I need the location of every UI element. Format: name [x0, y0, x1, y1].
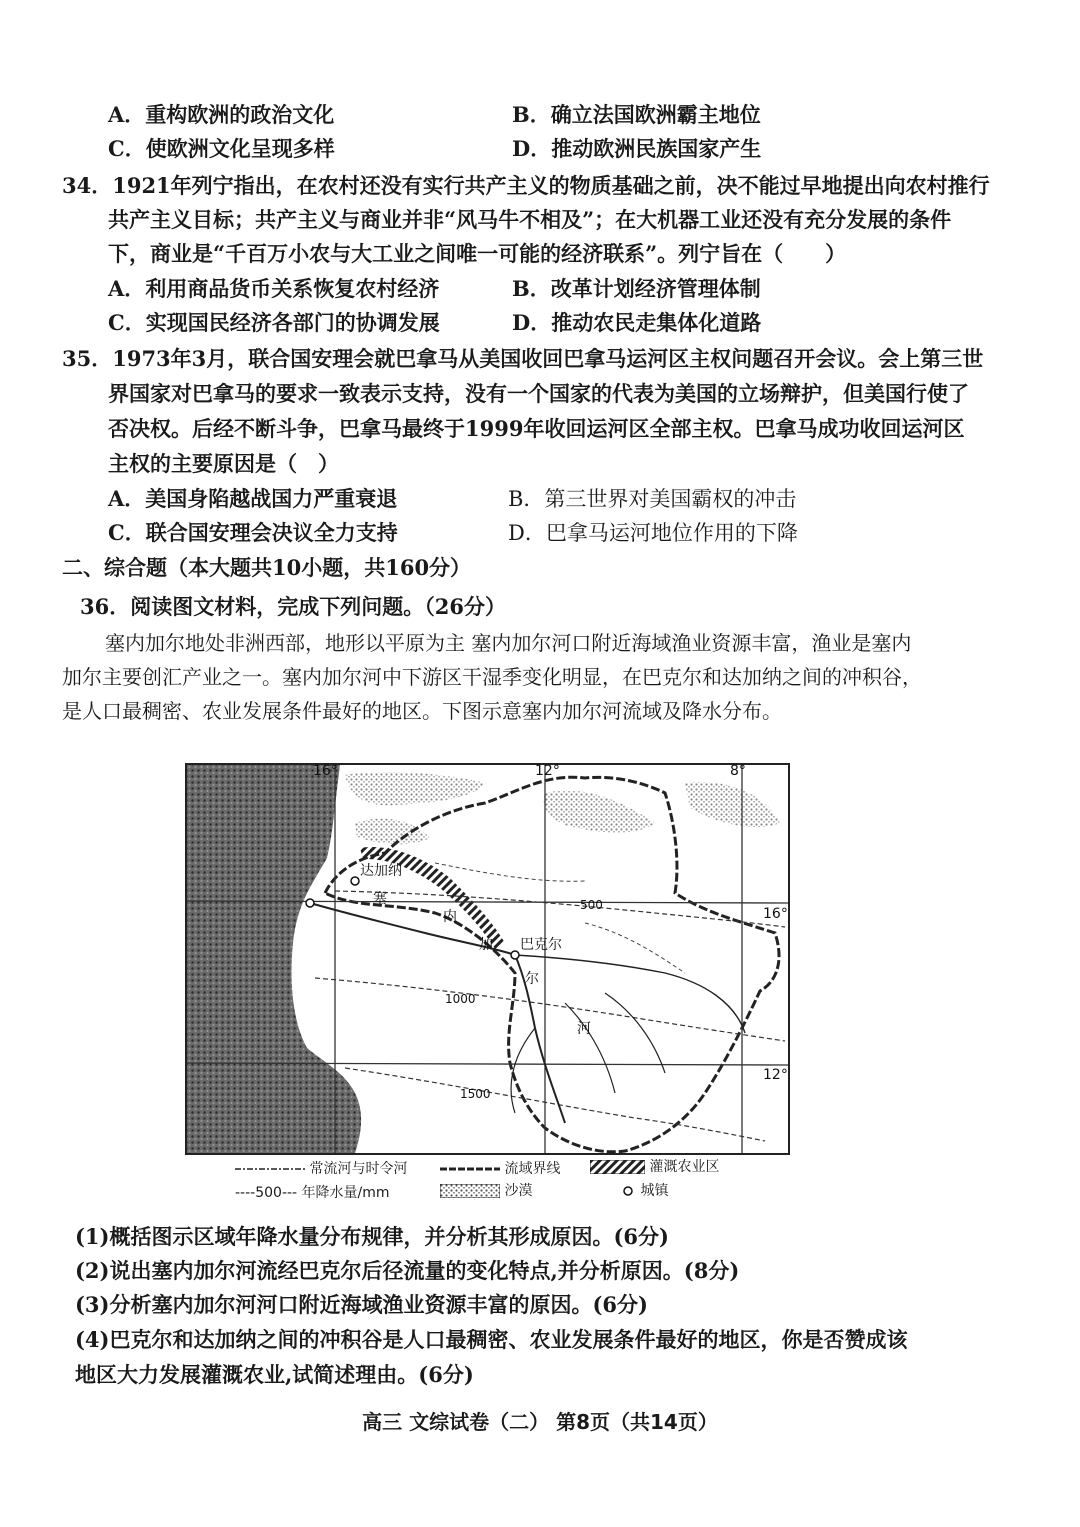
q36-para-3: 是人口最稠密、农业发展条件最好的地区。下图示意塞内加尔河流域及降水分布。 — [62, 699, 782, 723]
q33-option-d: D．推动欧洲民族国家产生 — [512, 136, 762, 161]
isohyet-label-1000: 1000 — [445, 992, 476, 1006]
q34-line-1: 34．1921年列宁指出，在农村还没有实行共产主义的物质基础之前，决不能过早地提出向农村推行 — [62, 173, 990, 198]
q35-line-4: 主权的主要原因是（ ） — [108, 451, 339, 476]
q35-line-1: 35．1973年3月，联合国安理会就巴拿马从美国收回巴拿马运河区主权问题召开会议。会上第三世 — [62, 346, 984, 371]
legend-desert: 沙漠 — [440, 1180, 532, 1200]
lon-label-8: 8° — [730, 763, 746, 779]
isohyet-label-500: 500 — [580, 898, 603, 912]
place-label-dagana: 达加纳 — [360, 863, 402, 879]
legend-boundary: 流域界线 — [504, 1161, 561, 1177]
river-char-1: 塞 — [373, 891, 387, 907]
section-2-heading: 二、综合题（本大题共10小题，共160分） — [62, 555, 472, 580]
q35-option-d: D．巴拿马运河地位作用的下降 — [508, 521, 798, 545]
q35-line-3: 否决权。后经不断斗争，巴拿马最终于1999年收回运河区全部主权。巴拿马成功收回运河区 — [108, 416, 965, 441]
q36-sub-2: (2)说出塞内加尔河流经巴克尔后径流量的变化特点,并分析原因。(8分) — [75, 1258, 740, 1283]
page-footer: 高三 文综试卷（二） 第8页（共14页） — [362, 1410, 718, 1434]
lon-label-16: 16° — [313, 763, 338, 779]
q33-option-c: C．使欧洲文化呈现多样 — [108, 136, 335, 161]
q36-sub-4a: (4)巴克尔和达加纳之间的冲积谷是人口最稠密、农业发展条件最好的地区，你是否赞成该 — [75, 1327, 908, 1352]
q36-sub-1: (1)概括图示区域年降水量分布规律，并分析其形成原因。(6分) — [75, 1224, 669, 1249]
q34-option-d: D．推动农民走集体化道路 — [512, 310, 762, 335]
lat-label-12: 12° — [763, 1067, 788, 1083]
river-char-4: 尔 — [525, 971, 539, 987]
q34-option-a: A．利用商品货币关系恢复农村经济 — [108, 276, 440, 301]
river-char-3: 加 — [479, 937, 493, 953]
legend-town: 城镇 — [620, 1180, 668, 1200]
q35-option-c: C．联合国安理会决议全力支持 — [108, 520, 398, 545]
q34-line-3: 下，商业是“千百万小农与大工业之间唯一可能的经济联系”。列宁旨在（ ） — [108, 241, 847, 266]
q34-option-b: B．改革计划经济管理体制 — [512, 276, 761, 301]
q36-heading: 36．阅读图文材料，完成下列问题。（26分） — [80, 594, 506, 619]
legend-river: 常流河与时令河 — [309, 1161, 408, 1177]
q35-option-a: A．美国身陷越战国力严重衰退 — [108, 486, 398, 511]
q36-sub-4b: 地区大力发展灌溉农业,试简述理由。(6分) — [75, 1362, 474, 1387]
river-char-5: 河 — [577, 1021, 591, 1037]
legend-precip: ----500--- 年降水量/mm — [235, 1185, 390, 1201]
q33-option-b: B．确立法国欧洲霸主地位 — [512, 102, 761, 127]
lat-label-16: 16° — [763, 906, 788, 922]
q36-sub-3: (3)分析塞内加尔河河口附近海域渔业资源丰富的原因。(6分) — [75, 1292, 648, 1317]
legend-irrigation: 灌溉农业区 — [590, 1156, 719, 1176]
q34-line-2: 共产主义目标；共产主义与商业并非“风马牛不相及”；在大机器工业还没有充分发展的条件 — [108, 207, 952, 232]
q33-option-a: A．重构欧洲的政治文化 — [108, 102, 335, 127]
senegal-river-map — [185, 763, 790, 1155]
isohyet-label-1500: 1500 — [460, 1087, 491, 1101]
q36-para-1: 塞内加尔地处非洲西部，地形以平原为主 塞内加尔河口附近海域渔业资源丰富，渔业是塞内 — [105, 631, 912, 655]
q34-option-c: C．实现国民经济各部门的协调发展 — [108, 310, 440, 335]
q36-para-2: 加尔主要创汇产业之一。塞内加尔河中下游区干湿季变化明显，在巴克尔和达加纳之间的冲积谷， — [62, 665, 922, 689]
q35-line-2: 界国家对巴拿马的要求一致表示支持，没有一个国家的代表为美国的立场辩护，但美国行使了 — [108, 381, 969, 406]
q35-option-b: B．第三世界对美国霸权的冲击 — [508, 487, 797, 511]
place-label-bakel: 巴克尔 — [520, 937, 562, 953]
river-char-2: 内 — [443, 909, 457, 925]
lon-label-12: 12° — [535, 763, 560, 779]
